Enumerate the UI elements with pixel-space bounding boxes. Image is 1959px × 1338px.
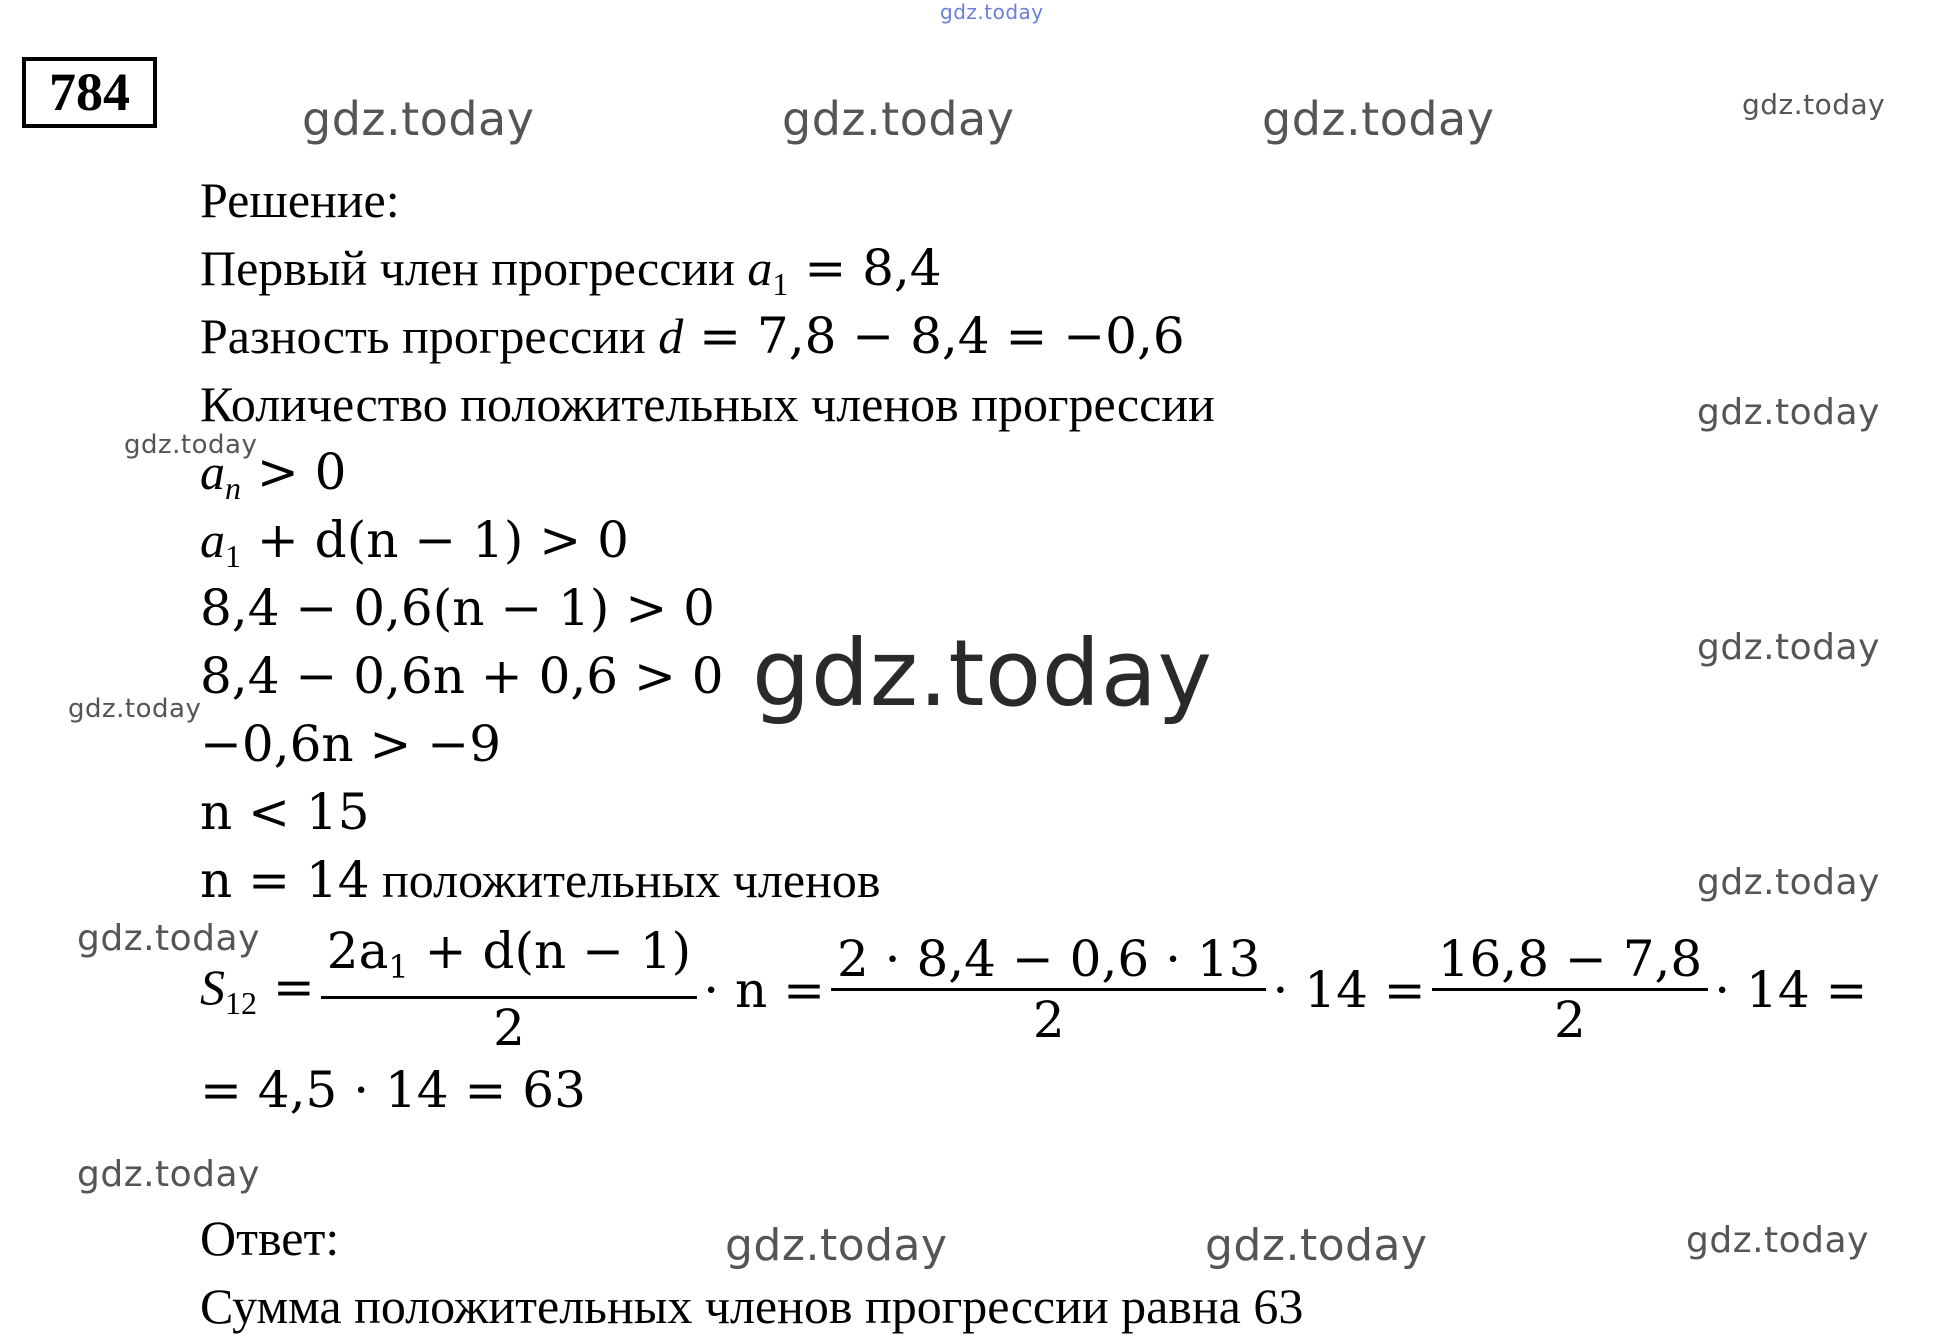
first-term-sub: 1 [772,266,789,302]
first-term-var: a [747,240,773,296]
watermark: gdz.today [782,92,1015,146]
watermark: gdz.today [1697,627,1880,668]
watermark: gdz.today [725,1220,948,1271]
watermark: gdz.today [1205,1220,1428,1271]
watermark: gdz.today [124,430,258,460]
inequality-3: 8,4 − 0,6(n − 1) > 0 [200,579,715,637]
frac1-num-rest: + d(n − 1) [408,922,692,980]
inequality-7 [200,850,880,910]
inequality-2 [200,510,629,586]
inequality-6: n < 15 [200,783,370,841]
watermark: gdz.today [77,1154,260,1195]
sum-sub: 12 [225,984,257,1021]
sum-lhs [200,958,315,1022]
first-term-line [200,238,942,314]
watermark: gdz.today [1697,862,1880,903]
answer-text: Сумма положительных членов прогрессии равна 63 [200,1278,1304,1334]
fraction-2-numerator: 2 · 8,4 − 0,6 · 13 [831,930,1267,991]
ineq1-rest: > 0 [241,443,347,501]
inequality-1 [200,442,347,518]
mult-14a: · 14 = [1272,960,1426,1019]
answer-heading: Ответ: [200,1210,340,1266]
watermark: gdz.today [940,0,1044,24]
fraction-2 [831,930,1267,1049]
ineq1-sub: n [225,470,241,506]
fraction-3-numerator: 16,8 − 7,8 [1432,930,1709,991]
watermark: gdz.today [1742,88,1886,121]
mult-n: · n = [703,960,825,1019]
inequality-4: 8,4 − 0,6n + 0,6 > 0 [200,647,724,705]
frac1-num-sub: 1 [388,948,409,986]
ineq7-text: положительных членов [369,852,881,908]
watermark: gdz.today [1262,92,1495,146]
problem-number: 784 [22,57,157,128]
watermark: gdz.today [302,92,535,146]
ineq1-var: a [200,444,225,500]
result-line: = 4,5 · 14 = 63 [200,1061,586,1119]
difference-eq: = 7,8 − 8,4 = −0,6 [683,307,1185,365]
fraction-1 [321,922,697,1057]
difference-var: d [658,308,684,364]
solution-heading: Решение: [200,172,400,228]
watermark: gdz.today [1697,392,1880,433]
frac1-num-a: 2a [326,922,389,980]
fraction-1-numerator [321,922,697,999]
sum-formula [200,922,1867,1057]
sum-eq: = [257,957,315,1016]
count-line: Количество положительных членов прогрессии [200,376,1215,432]
fraction-3-denominator: 2 [1554,991,1586,1049]
watermark: gdz.today [68,694,202,724]
fraction-1-denominator: 2 [493,999,525,1057]
ineq2-sub: 1 [225,538,241,574]
ineq2-a: a [200,512,225,568]
first-term-eq: = 8,4 [788,239,942,297]
sum-var: S [200,958,225,1015]
inequality-5: −0,6n > −9 [200,715,502,773]
watermark: gdz.today [77,918,260,959]
fraction-3 [1432,930,1709,1049]
fraction-2-denominator: 2 [1032,991,1065,1049]
first-term-text: Первый член прогрессии [200,240,748,296]
watermark: gdz.today [1686,1220,1869,1261]
ineq7-eq: n = 14 [200,851,370,909]
mult-14b: · 14 = [1714,960,1868,1019]
watermark: gdz.today [752,620,1213,727]
difference-text: Разность прогрессии [200,308,659,364]
ineq2-rest: + d(n − 1) > 0 [241,511,629,569]
difference-line [200,306,1185,366]
